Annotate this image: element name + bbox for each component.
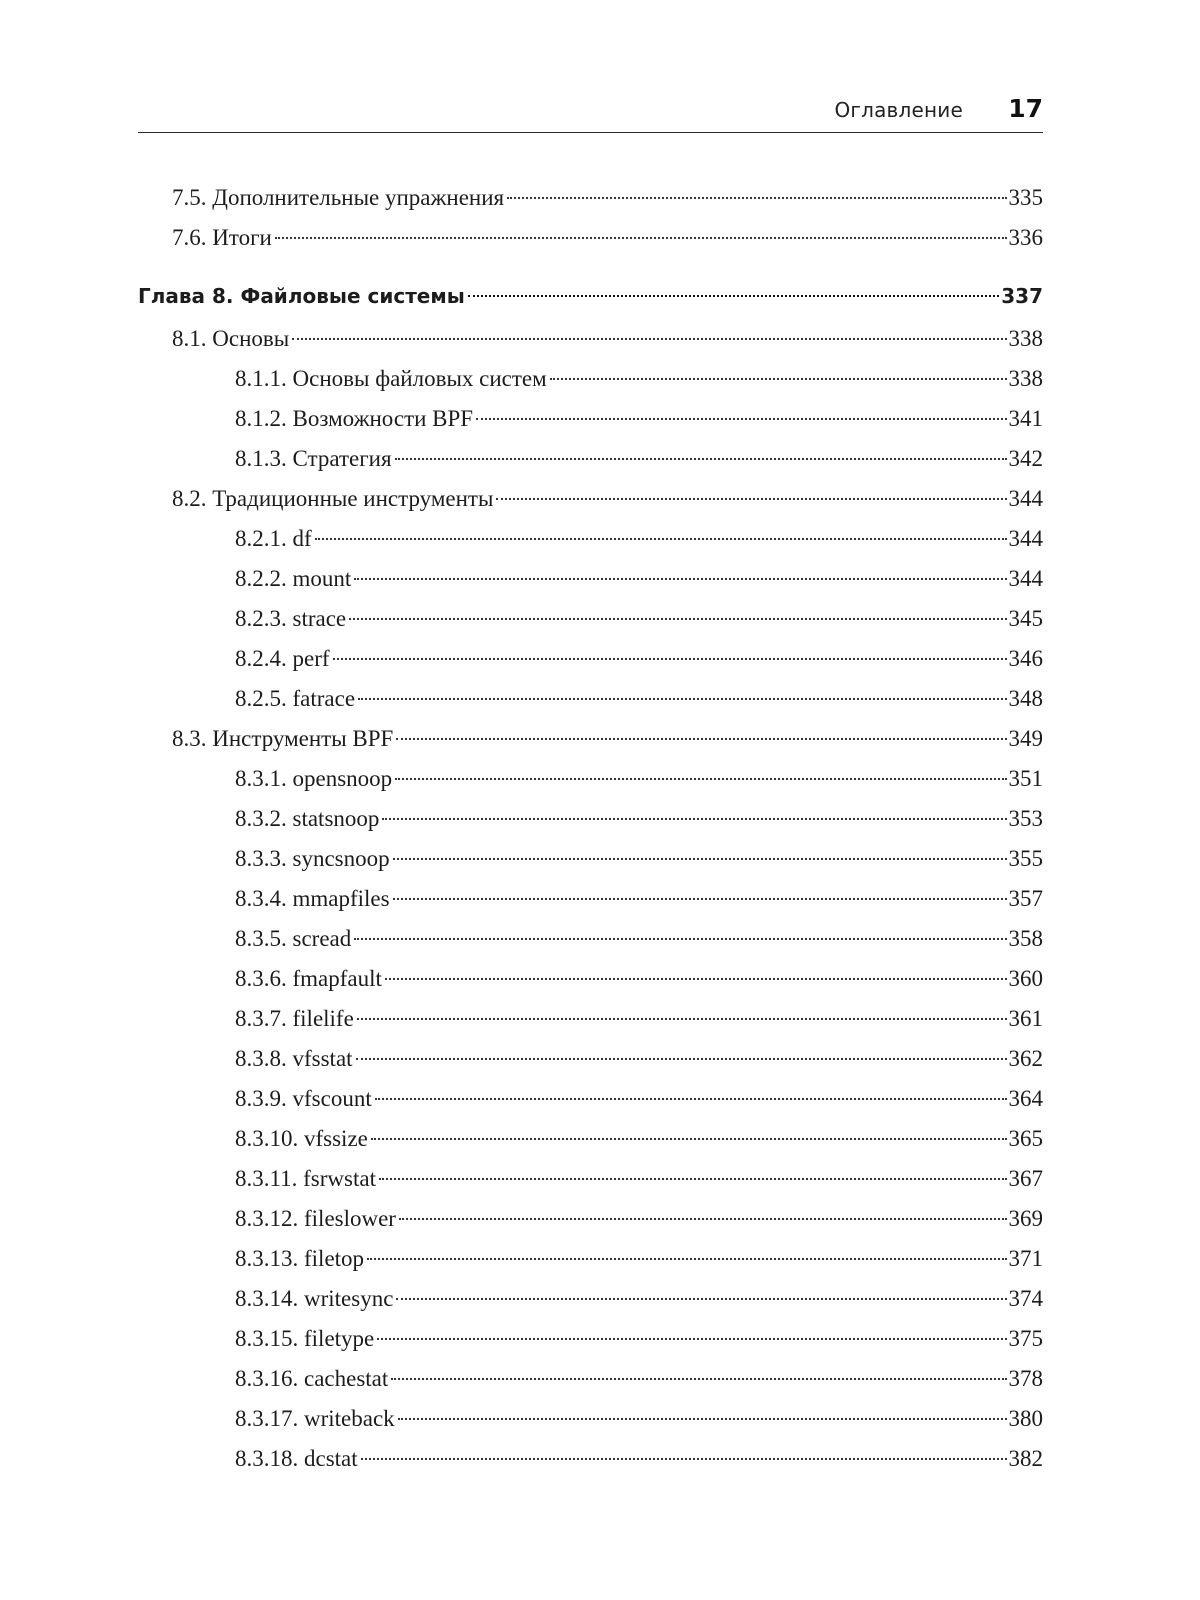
- toc-entry[interactable]: [235, 442, 1043, 476]
- dot-leader: [396, 738, 1006, 740]
- toc-entry-page: 349: [1008, 726, 1043, 751]
- dot-leader: [399, 1218, 1007, 1220]
- toc-entry-label: 8.3.9. vfscount: [235, 1086, 372, 1111]
- dot-leader: [382, 818, 1006, 820]
- toc-entry-page: 367: [1008, 1166, 1043, 1191]
- dot-leader: [349, 618, 1006, 620]
- toc-entry-page: 369: [1008, 1206, 1043, 1231]
- toc-entry-label: 8.2.2. mount: [235, 566, 352, 591]
- toc-entry-label: 8.3.12. fileslower: [235, 1206, 396, 1231]
- toc-entry-page: 335: [1008, 185, 1043, 210]
- toc-entry-page: 336: [1008, 225, 1043, 250]
- toc-entry-page: 344: [1008, 526, 1043, 551]
- toc-entry-page: 365: [1008, 1126, 1043, 1151]
- toc-entry[interactable]: [172, 722, 1043, 756]
- toc-entry-page: 341: [1008, 406, 1043, 431]
- toc-entry-page: 346: [1008, 646, 1043, 671]
- dot-leader: [315, 538, 1007, 540]
- toc-entry[interactable]: [172, 482, 1043, 516]
- toc-entry[interactable]: [235, 1082, 1043, 1116]
- dot-leader: [354, 578, 1006, 580]
- dot-leader: [375, 1098, 1007, 1100]
- toc-entry-label: 8.2.3. strace: [235, 606, 347, 631]
- toc-entry-label: 8.1. Основы: [172, 326, 290, 351]
- toc-entry-page: 338: [1008, 326, 1043, 351]
- dot-leader: [476, 418, 1006, 420]
- toc-entry[interactable]: [235, 882, 1043, 916]
- toc-entry-label: 8.1.1. Основы файловых систем: [235, 366, 547, 391]
- dot-leader: [356, 1058, 1007, 1060]
- dot-leader: [292, 338, 1006, 340]
- toc-entry-label: 8.3.15. filetype: [235, 1326, 375, 1351]
- toc-entry-label: 8.3.5. scread: [235, 926, 352, 951]
- toc-entry[interactable]: [235, 362, 1043, 396]
- toc-entry-label: 8.3. Инструменты BPF: [172, 726, 394, 751]
- toc-entry-label: 8.1.2. Возможности BPF: [235, 406, 474, 431]
- toc-entry-page: 374: [1008, 1286, 1043, 1311]
- dot-leader: [468, 295, 999, 297]
- toc-entry[interactable]: [172, 221, 1043, 255]
- toc-entry[interactable]: [235, 1322, 1043, 1356]
- toc-entry-label: 8.3.3. syncsnoop: [235, 846, 390, 871]
- toc-entry-page: 338: [1008, 366, 1043, 391]
- toc-entry-label: 8.2.1. df: [235, 526, 312, 551]
- dot-leader: [393, 898, 1007, 900]
- toc-entry[interactable]: [235, 402, 1043, 436]
- toc-entry-page: 362: [1008, 1046, 1043, 1071]
- toc-entry-page: 364: [1008, 1086, 1043, 1111]
- dot-leader: [361, 1458, 1007, 1460]
- toc-entry-page: 378: [1008, 1366, 1043, 1391]
- toc-entry[interactable]: [235, 1122, 1043, 1156]
- dot-leader: [333, 658, 1007, 660]
- toc-entry-page: 382: [1008, 1446, 1043, 1471]
- dot-leader: [550, 378, 1007, 380]
- dot-leader: [367, 1258, 1006, 1260]
- toc-entry[interactable]: [235, 642, 1043, 676]
- toc-entry[interactable]: [235, 762, 1043, 796]
- toc-entry[interactable]: [172, 322, 1043, 356]
- toc-entry-page: 357: [1008, 886, 1043, 911]
- toc-entry[interactable]: [235, 522, 1043, 556]
- dot-leader: [377, 1338, 1006, 1340]
- toc-entry-label: 8.3.2. statsnoop: [235, 806, 380, 831]
- toc-entry[interactable]: [235, 1242, 1043, 1276]
- toc-entry-label: 8.3.6. fmapfault: [235, 966, 382, 991]
- toc-entry[interactable]: [235, 1202, 1043, 1236]
- toc-entry-page: 337: [1001, 284, 1043, 308]
- dot-leader: [379, 1178, 1007, 1180]
- dot-leader: [393, 858, 1007, 860]
- toc-entry-label: 8.1.3. Стратегия: [235, 446, 392, 471]
- toc-entry[interactable]: [235, 562, 1043, 596]
- toc-entry-page: 351: [1008, 766, 1043, 791]
- toc-entry-page: 345: [1008, 606, 1043, 631]
- toc-entry-label: 8.2. Традиционные инструменты: [172, 486, 494, 511]
- toc-entry-page: 344: [1008, 486, 1043, 511]
- toc-entry-label: 8.3.13. filetop: [235, 1246, 365, 1271]
- toc-chapter-entry[interactable]: [138, 279, 1043, 313]
- dot-leader: [496, 498, 1006, 500]
- dot-leader: [391, 1378, 1006, 1380]
- dot-leader: [398, 1418, 1007, 1420]
- toc-entry[interactable]: [235, 1362, 1043, 1396]
- toc-entry-page: 348: [1008, 686, 1043, 711]
- dot-leader: [358, 698, 1006, 700]
- toc-entry[interactable]: [235, 1042, 1043, 1076]
- toc-entry[interactable]: [235, 602, 1043, 636]
- toc-entry-label: 8.2.4. perf: [235, 646, 330, 671]
- toc-entry[interactable]: [235, 1402, 1043, 1436]
- toc-entry-label: 8.3.17. writeback: [235, 1406, 395, 1431]
- toc-entry-page: 380: [1008, 1406, 1043, 1431]
- page-number: 17: [1008, 94, 1043, 123]
- toc-entry-label: 8.2.5. fatrace: [235, 686, 356, 711]
- toc-entry-page: 360: [1008, 966, 1043, 991]
- toc-entry-label: 8.3.1. opensnoop: [235, 766, 393, 791]
- toc-entry[interactable]: [235, 922, 1043, 956]
- toc-entry-label: Глава 8. Файловые системы: [138, 284, 465, 308]
- dot-leader: [354, 938, 1006, 940]
- toc-entry-label: 7.6. Итоги: [172, 225, 272, 250]
- running-head-title: Оглавление: [834, 98, 963, 122]
- toc-entry[interactable]: [235, 1002, 1043, 1036]
- toc-entry-page: 344: [1008, 566, 1043, 591]
- toc-entry-page: 342: [1008, 446, 1043, 471]
- dot-leader: [357, 1018, 1007, 1020]
- toc-entry[interactable]: [235, 842, 1043, 876]
- dot-leader: [275, 237, 1007, 239]
- dot-leader: [507, 197, 1006, 199]
- toc-entry[interactable]: [172, 181, 1043, 215]
- toc-entry-page: 371: [1008, 1246, 1043, 1271]
- toc-entry-label: 7.5. Дополнительные упражнения: [172, 185, 505, 210]
- toc-entry[interactable]: [235, 962, 1043, 996]
- toc-entry-label: 8.3.8. vfsstat: [235, 1046, 353, 1071]
- toc-entry[interactable]: [235, 1162, 1043, 1196]
- toc-entry-page: 358: [1008, 926, 1043, 951]
- toc-entry-page: 375: [1008, 1326, 1043, 1351]
- toc-entry-label: 8.3.7. filelife: [235, 1006, 354, 1031]
- toc-entry[interactable]: [235, 802, 1043, 836]
- toc-entry-label: 8.3.10. vfssize: [235, 1126, 368, 1151]
- dot-leader: [395, 458, 1007, 460]
- toc-entry[interactable]: [235, 1442, 1043, 1476]
- dot-leader: [385, 978, 1007, 980]
- toc-entry-page: 353: [1008, 806, 1043, 831]
- toc-entry-label: 8.3.16. cachestat: [235, 1366, 389, 1391]
- dot-leader: [396, 1298, 1006, 1300]
- toc-entry[interactable]: [235, 682, 1043, 716]
- toc-entry-page: 355: [1008, 846, 1043, 871]
- toc-entry-label: 8.3.18. dcstat: [235, 1446, 358, 1471]
- toc-entry[interactable]: [235, 1282, 1043, 1316]
- toc-entry-label: 8.3.11. fsrwstat: [235, 1166, 376, 1191]
- running-head: [138, 88, 1043, 133]
- toc-entry-label: 8.3.4. mmapfiles: [235, 886, 390, 911]
- dot-leader: [395, 778, 1006, 780]
- toc-entry-label: 8.3.14. writesync: [235, 1286, 394, 1311]
- dot-leader: [371, 1138, 1007, 1140]
- toc-entry-page: 361: [1008, 1006, 1043, 1031]
